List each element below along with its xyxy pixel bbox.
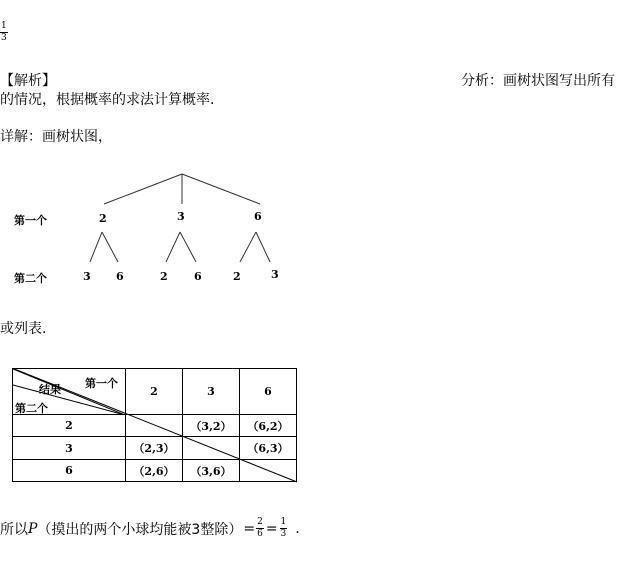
- tree-second-node: 2: [233, 270, 241, 283]
- corner-second-label: 第二个: [15, 402, 48, 415]
- conclusion-frac1-denominator: 6: [257, 529, 263, 539]
- row-header: 6: [13, 460, 126, 482]
- column-header: 2: [126, 369, 183, 415]
- tree-second-node: 2: [160, 270, 168, 283]
- table-cell: （3,2）: [183, 415, 240, 437]
- conclusion-frac2-numerator: 1: [280, 517, 287, 527]
- analysis-tag: 【解析】: [0, 73, 56, 89]
- corner-first-label: 第一个: [85, 377, 118, 390]
- conclusion: [0, 518, 300, 539]
- analysis-line2: 的情况，根据概率的求法计算概率.: [0, 92, 215, 108]
- column-header: 3: [183, 369, 240, 415]
- row-header: 3: [13, 437, 126, 460]
- conclusion-end: .: [295, 520, 300, 537]
- tree-first-node: 6: [254, 210, 262, 223]
- table-cell: （2,6）: [126, 460, 183, 482]
- conclusion-frac2-denominator: 3: [280, 529, 287, 539]
- conclusion-fraction-2: [280, 518, 288, 539]
- tree-first-node: 2: [99, 212, 107, 225]
- corner-result-label: 结果: [39, 383, 61, 396]
- tree-second-node: 3: [271, 268, 279, 281]
- conclusion-event: （摸出的两个小球均能被3整除）: [37, 521, 243, 538]
- table-cell: （6,3）: [240, 437, 297, 460]
- tree-first-node: 3: [177, 210, 185, 223]
- table-diagonal-line: [12, 368, 312, 508]
- conclusion-eq-2: =: [265, 520, 278, 537]
- tree-level1-label: 第一个: [14, 214, 47, 227]
- column-header: 6: [240, 369, 297, 415]
- conclusion-prefix: 所以: [0, 521, 28, 538]
- conclusion-eq: =: [243, 520, 256, 537]
- table-cell: （2,3）: [126, 437, 183, 460]
- analysis-line1: 分析：画树状图写出所有: [461, 73, 615, 89]
- answer-numerator: 1: [1, 21, 7, 31]
- answer-denominator: 3: [1, 33, 7, 43]
- tree-level2-label: 第二个: [14, 272, 47, 285]
- table-cell: （3,6）: [183, 460, 240, 482]
- tree-second-node: 6: [116, 270, 124, 283]
- detail-text: 详解：画树状图，: [0, 129, 112, 145]
- conclusion-frac1-numerator: 2: [257, 517, 263, 527]
- or-list-text: 或列表.: [0, 321, 47, 337]
- conclusion-fraction-1: [256, 518, 264, 539]
- tree-second-node: 3: [83, 270, 91, 283]
- tree-second-node: 6: [194, 270, 202, 283]
- conclusion-p: P: [28, 520, 38, 537]
- table-cell: （6,2）: [240, 415, 297, 437]
- row-header: 2: [13, 415, 126, 437]
